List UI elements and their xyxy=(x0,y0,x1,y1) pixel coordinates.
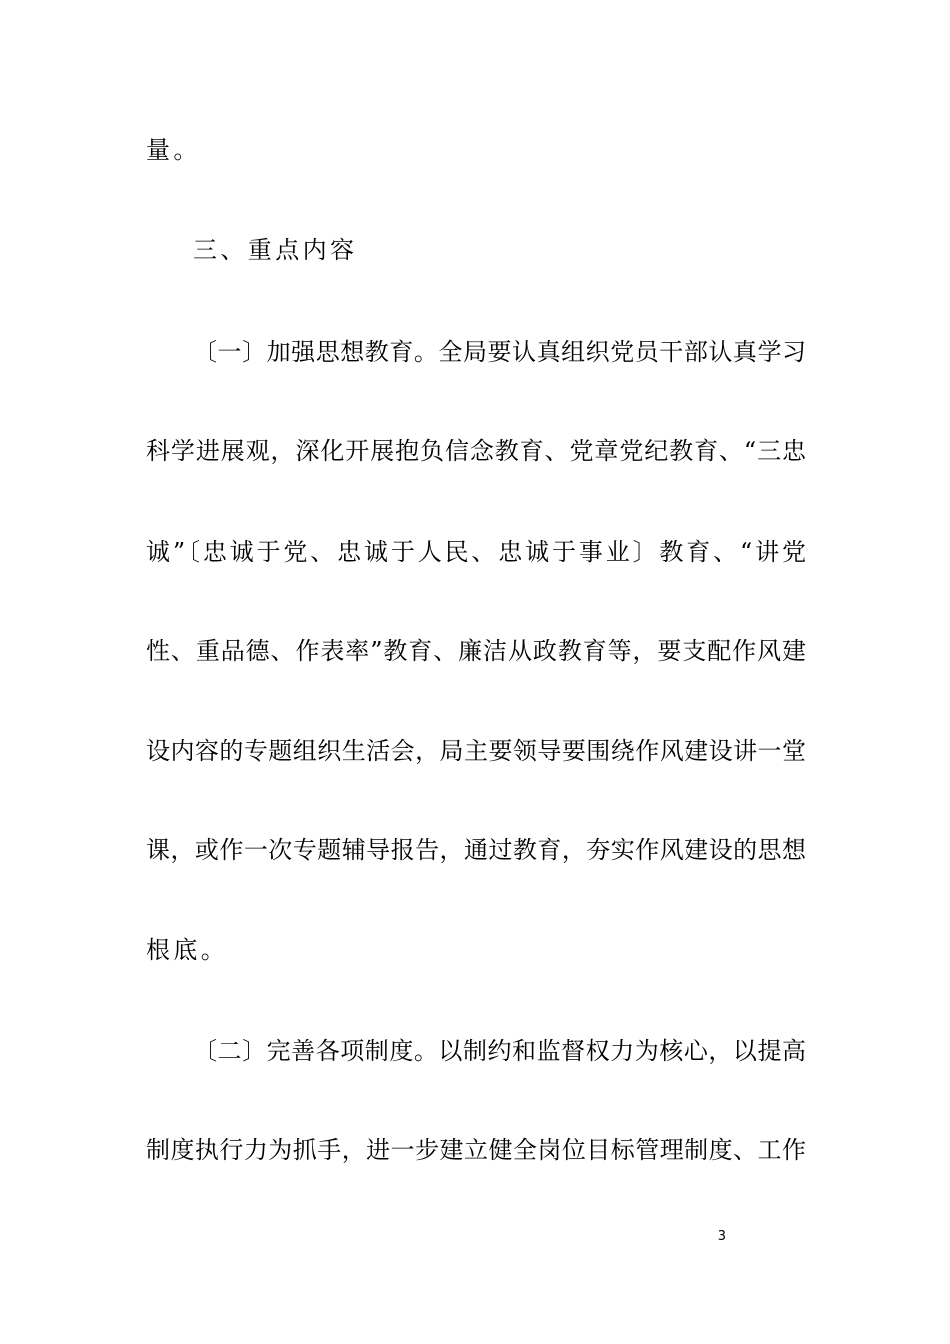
paragraph-line: 课，或作一次专题辅导报告，通过教育，夯实作风建设的思想 xyxy=(146,836,806,864)
paragraph-line: 根底。 xyxy=(146,936,229,964)
paragraph-line: 〔一〕加强思想教育。全局要认真组织党员干部认真学习 xyxy=(193,338,806,366)
paragraph-line: 〔二〕完善各项制度。以制约和监督权力为核心，以提高 xyxy=(193,1037,806,1065)
paragraph-line: 性、重品德、作表率”教育、廉洁从政教育等，要支配作风建 xyxy=(146,637,806,665)
paragraph-line: 制度执行力为抓手，进一步建立健全岗位目标管理制度、工作 xyxy=(146,1136,806,1164)
page-number: 3 xyxy=(717,1229,726,1244)
paragraph-line: 设内容的专题组织生活会，局主要领导要围绕作风建设讲一堂 xyxy=(146,737,806,765)
paragraph-line: 诚”〔忠诚于党、忠诚于人民、忠诚于事业〕教育、“讲党 xyxy=(146,538,806,566)
section-heading: 三、重点内容 xyxy=(193,236,358,264)
paragraph-line: 量。 xyxy=(146,136,201,164)
paragraph-line: 科学进展观，深化开展抱负信念教育、党章党纪教育、“三忠 xyxy=(146,437,806,465)
